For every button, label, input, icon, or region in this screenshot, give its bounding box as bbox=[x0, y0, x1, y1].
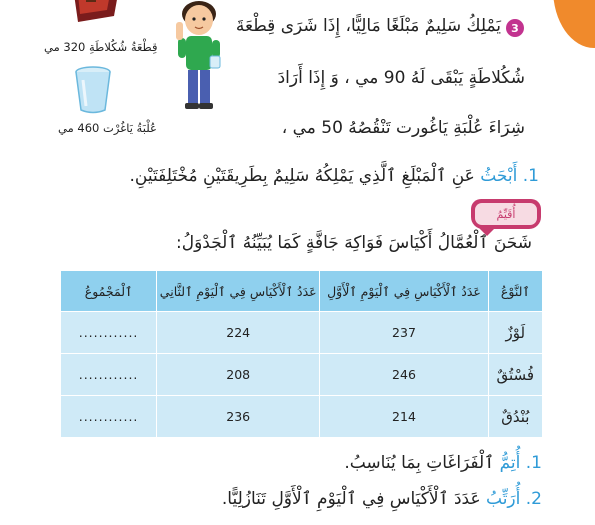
problem-text-line-3: شِرَاءَ عُلْبَةِ يَاغُورت تَنْقُصُهُ 50 مي ، bbox=[281, 118, 525, 138]
chocolate-price-label: قِطْعَةُ شُكُلاطَةِ 320 مي bbox=[44, 40, 158, 54]
cell-day2: 208 bbox=[157, 354, 320, 396]
question-text: عَنِ ٱلْمَبْلَغِ ٱلَّذِي يَمْلِكُهُ سَلِيمٌ بِطَرِيقَتَيْنِ مُخْتَلِفَتَيْنِ. bbox=[129, 166, 475, 186]
dried-fruit-table bbox=[60, 270, 543, 438]
yogurt-price-label: عُلْبَةُ يَاغُرْت 460 مي bbox=[58, 121, 157, 135]
cell-type: لَوْزٌ bbox=[488, 312, 542, 354]
table-intro-text: شَحَنَ ٱلْعُمَّالُ أَكْيَاسَ فَوَاكِهَ جَافَّةٍ كَمَا يُبَيِّنُهُ ٱلْجَدْوَلُ: bbox=[176, 233, 532, 253]
task-2 bbox=[222, 488, 542, 509]
yogurt-cup-icon bbox=[74, 66, 112, 114]
cell-total-blank[interactable]: ............ bbox=[61, 354, 157, 396]
table-row bbox=[61, 312, 543, 354]
thinking-boy-icon bbox=[166, 0, 232, 112]
assessment-tag bbox=[471, 199, 541, 229]
assessment-tag-label: أُقَيِّمُ bbox=[475, 203, 537, 225]
chocolate-bar-icon bbox=[70, 0, 122, 24]
cell-day1: 246 bbox=[320, 354, 488, 396]
cell-day1: 237 bbox=[320, 312, 488, 354]
cell-day1: 214 bbox=[320, 396, 488, 438]
task-number: 2. bbox=[525, 489, 542, 509]
table-header-row bbox=[61, 271, 543, 312]
header-type: ٱلنَّوْعُ bbox=[488, 271, 542, 312]
cell-day2: 224 bbox=[157, 312, 320, 354]
problem-question-1 bbox=[130, 165, 539, 186]
task-text: عَدَدَ ٱلْأَكْيَاسِ فِي ٱلْيَوْمِ ٱلْأَوَّلِ تَنَازُلِيًّا. bbox=[221, 489, 481, 509]
task-verb: أُتِمُّ bbox=[499, 453, 521, 473]
problem-text-line-2: شُكُلاطَةٍ يَبْقَى لَهُ 90 مي ، وَ إِذَا أَرَادَ bbox=[277, 68, 525, 88]
task-number: 1. bbox=[525, 453, 542, 473]
header-total: ٱلْمَجْمُوعُ bbox=[61, 271, 157, 312]
header-day1: عَدَدُ ٱلْأَكْيَاسِ فِي ٱلْيَوْمِ ٱلْأَوَّلِ bbox=[320, 271, 488, 312]
cell-day2: 236 bbox=[157, 396, 320, 438]
cell-type: بُنْدُقٌ bbox=[488, 396, 542, 438]
cell-type: فُسْتُقٌ bbox=[488, 354, 542, 396]
table-row bbox=[61, 354, 543, 396]
task-1 bbox=[344, 452, 542, 473]
question-number: 1. bbox=[522, 166, 539, 186]
orange-corner-decoration bbox=[553, 0, 595, 48]
header-day2: عَدَدُ ٱلْأَكْيَاسِ فِي ٱلْيَوْمِ ٱلثَّانِي bbox=[157, 271, 320, 312]
problem-text-line-1: يَمْلِكُ سَلِيمٌ مَبْلَغًا مَالِيًّا، إِذَا شَرَى قِطْعَةَ bbox=[235, 16, 501, 36]
task-text: ٱلْفَرَاغَاتِ بِمَا يُنَاسِبُ. bbox=[344, 453, 495, 473]
problem-number-badge: 3 bbox=[506, 19, 524, 37]
cell-total-blank[interactable]: ............ bbox=[61, 396, 157, 438]
question-verb: أَبْحَثُ bbox=[480, 166, 518, 186]
cell-total-blank[interactable]: ............ bbox=[61, 312, 157, 354]
task-verb: أُرَتِّبُ bbox=[486, 489, 521, 509]
table-row bbox=[61, 396, 543, 438]
